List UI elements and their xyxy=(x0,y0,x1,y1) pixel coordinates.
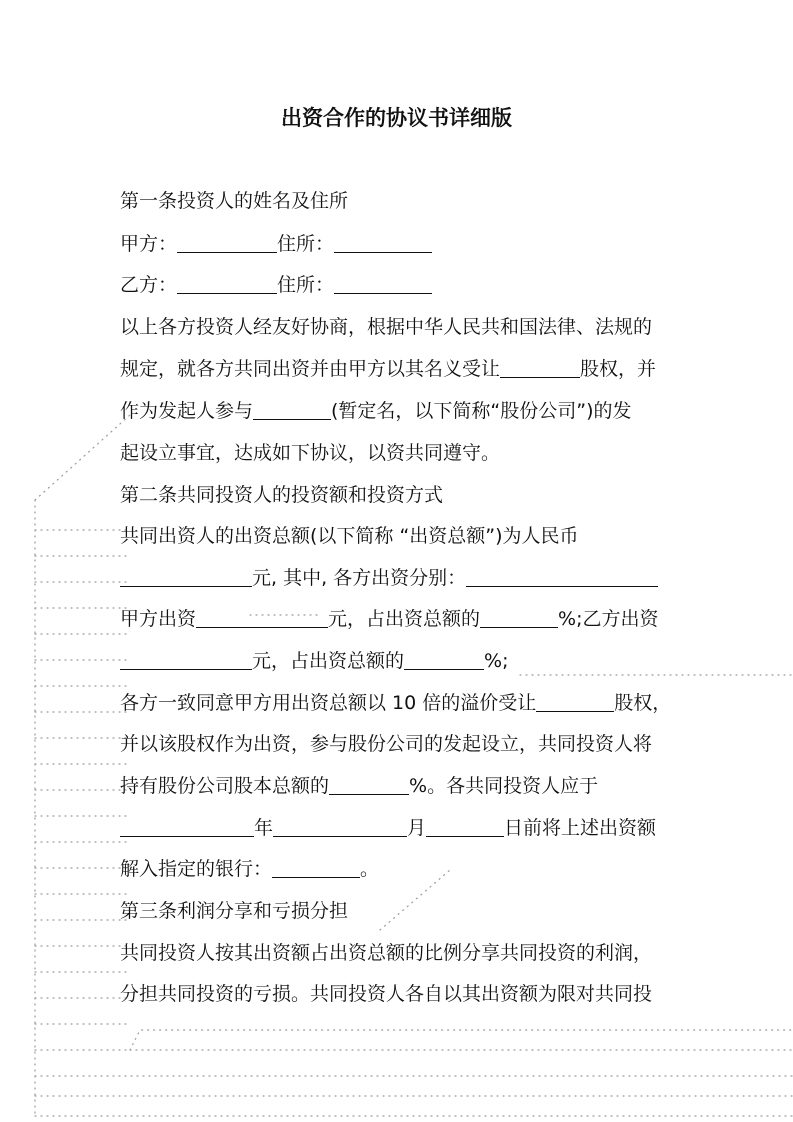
party-b-address-blank xyxy=(334,273,432,294)
paragraph-line xyxy=(120,690,680,716)
section-heading-3 xyxy=(120,898,680,924)
text: 年 xyxy=(254,817,274,839)
paragraph-line xyxy=(120,523,680,549)
bank-blank xyxy=(272,857,360,878)
paragraph-line xyxy=(120,981,680,1007)
text: %。各共同投资人应于 xyxy=(409,775,599,797)
contributions-blank xyxy=(466,566,658,587)
text: 起设立事宜，达成如下协议，以资共同遵守。 xyxy=(120,442,501,464)
party-a-label: 甲方： xyxy=(120,233,178,255)
paragraph-line xyxy=(120,731,680,757)
paragraph-line xyxy=(120,940,680,966)
company-name-blank xyxy=(253,399,331,420)
paragraph-line xyxy=(120,648,680,674)
paragraph-line xyxy=(120,356,680,382)
text: %; xyxy=(484,650,509,672)
party-b-name-blank xyxy=(177,273,277,294)
year-blank xyxy=(120,816,254,837)
paragraph-line xyxy=(120,314,680,340)
paragraph-line xyxy=(120,856,680,882)
party-a-amount-blank xyxy=(196,607,328,628)
document-title: 出资合作的协议书详细版 xyxy=(281,106,512,130)
text: 甲方出资 xyxy=(120,608,197,630)
text: 元，占出资总额的 xyxy=(252,650,405,672)
text: 第一条投资人的姓名及住所 xyxy=(120,190,349,212)
text: 第二条共同投资人的投资额和投资方式 xyxy=(120,484,444,506)
party-b-line xyxy=(120,272,680,298)
section-heading-2 xyxy=(120,482,680,508)
party-a-name-blank xyxy=(177,232,277,253)
text: 各方一致同意甲方用出资总额以 10 倍的溢价受让 xyxy=(120,692,537,714)
paragraph-line xyxy=(120,773,680,799)
text: (暂定名，以下简称“股份公司”)的发 xyxy=(331,400,632,422)
paragraph-line xyxy=(120,565,680,591)
address-label: 住所： xyxy=(277,274,335,296)
party-a-percent-blank xyxy=(480,607,558,628)
text: 元, 其中, 各方出资分别： xyxy=(252,567,467,589)
paragraph-line xyxy=(120,440,680,466)
party-b-amount-blank xyxy=(120,649,252,670)
text: 并以该股权作为出资，参与股份公司的发起设立，共同投资人将 xyxy=(120,733,653,755)
party-b-label: 乙方： xyxy=(120,274,178,296)
day-blank xyxy=(426,816,504,837)
paragraph-line xyxy=(120,606,680,632)
text: 共同出资人的出资总额(以下简称 “出资总额”)为人民币 xyxy=(120,525,579,547)
party-a-line xyxy=(120,231,680,257)
text: 月 xyxy=(407,817,427,839)
text: 规定，就各方共同出资并由甲方以其名义受让 xyxy=(120,358,501,380)
text: 解入指定的银行： xyxy=(120,858,273,880)
equity-blank-2 xyxy=(536,691,614,712)
equity-blank xyxy=(500,357,580,378)
party-b-percent-blank xyxy=(404,649,484,670)
total-amount-blank xyxy=(120,566,252,587)
text: %;乙方出资 xyxy=(558,608,659,630)
text: 股权，并 xyxy=(580,358,657,380)
party-a-address-blank xyxy=(334,232,432,253)
address-label: 住所： xyxy=(277,233,335,255)
share-percent-blank xyxy=(329,774,409,795)
text: 。 xyxy=(360,858,380,880)
text: 日前将上述出资额 xyxy=(504,817,657,839)
text: 持有股份公司股本总额的 xyxy=(120,775,330,797)
text: 第三条利润分享和亏损分担 xyxy=(120,900,349,922)
text: 股权， xyxy=(614,692,672,714)
month-blank xyxy=(273,816,407,837)
text: 元，占出资总额的 xyxy=(328,608,481,630)
paragraph-line xyxy=(120,815,680,841)
text: 作为发起人参与 xyxy=(120,400,254,422)
text: 分担共同投资的亏损。共同投资人各自以其出资额为限对共同投 xyxy=(120,983,653,1005)
text: 共同投资人按其出资额占出资总额的比例分享共同投资的利润， xyxy=(120,942,653,964)
text: 以上各方投资人经友好协商，根据中华人民共和国法律、法规的 xyxy=(120,316,653,338)
section-heading-1 xyxy=(120,188,680,214)
paragraph-line xyxy=(120,398,680,424)
